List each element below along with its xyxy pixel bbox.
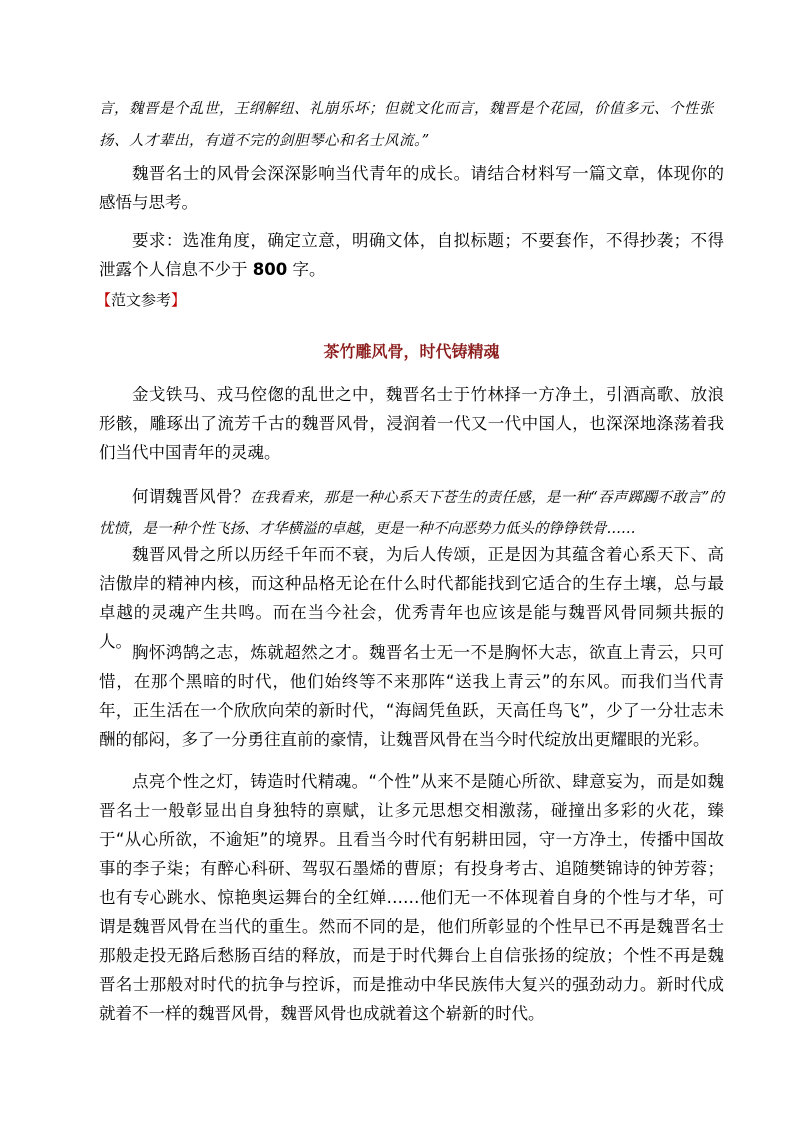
tag-bracket-open: 【	[96, 291, 112, 309]
writing-requirements	[99, 226, 724, 284]
tag-label: 范文参考	[111, 291, 172, 309]
essay-paragraph-3: 魏晋风骨之所以历经千年而不衰，为后人传颂，正是因为其蕴含着心系天下、高洁傲岸的精神内核，而这种品格无论在什么时代都能找到它适合的生存土壤，总与最卓越的灵魂产生共鸣。而在当今社会，优秀青年也应该是能与魏晋风骨同频共振的人。	[99, 545, 724, 651]
requirements-suffix: 字。	[287, 260, 326, 279]
essay-paragraph-4: 胸怀鸿鹄之志，炼就超然之才。魏晋名士无一不是胸怀大志，欲直上青云，只可惜，在那个黑暗的时代，他们始终等不来那阵“送我上青云”的东风。而我们当代青年，正生活在一个欣欣向荣的新时代，“海阔凭鱼跃，天高任鸟飞”，少了一分壮志未酬的郁闷，多了一分勇往直前的豪情，让魏晋风骨在当今时代绽放出更耀眼的光彩。	[99, 643, 724, 749]
paragraph-2-body: 在我看来，那是一种心系天下苍生的责任感，是一种“吞声踯躅不敢言”的忧愤，是一种个性飞扬、才华横溢的卓越，更是一种不向恶势力低头的铮铮铁骨……	[99, 490, 724, 537]
word-count: 800	[252, 260, 288, 279]
essay-paragraph-5: 点亮个性之灯，铸造时代精魂。“个性”从来不是随心所欲、肆意妄为，而是如魏晋名士一般彰显出自身独特的禀赋，让多元思想交相激荡，碰撞出多彩的火花，臻于“从心所欲，不逾矩”的境界。且看当今时代有躬耕田园，守一方净土，传播中国故事的李子柒；有醉心科研、驾驭石墨烯的曹原；有投身考古、追随樊锦诗的钟芳蓉；也有专心跳水、惊艳奥运舞台的全红婵……他们无一不体现着自身的个性与才华，可谓是魏晋风骨在当代的重生。然而不同的是，他们所彰显的个性早已不再是魏晋名士那般走投无路后愁肠百结的释放，而是于时代舞台上自信张扬的绽放；个性不再是魏晋名士那般对时代的抗争与控诉，而是推动中华民族伟大复兴的强劲动力。新时代成就着不一样的魏晋风骨，魏晋风骨也成就着这个崭新的时代。	[99, 772, 724, 1023]
paragraph-2-lead: 何谓魏晋风骨？	[132, 487, 250, 506]
tag-bracket-close: 】	[171, 291, 187, 309]
essay-paragraph-2	[99, 482, 724, 544]
material-quote-line-1: 言，魏晋是个乱世，王纲解纽、礼崩乐坏；但就文化而言，魏晋是个花园，价值多元、个性张	[99, 101, 714, 117]
essay-paragraph-1: 金戈铁马、戎马倥偬的乱世之中，魏晋名士于竹林择一方净土，引酒高歌、放浪形骸，雕琢出了流芳千古的魏晋风骨，浸润着一代又一代中国人，也深深地涤荡着我们当代中国青年的灵魂。	[99, 385, 724, 462]
essay-title: 茶竹雕风骨，时代铸精魂	[323, 342, 500, 361]
material-quote-line-2: 扬、人才辈出，有道不完的剑胆琴心和名士风流。”	[99, 133, 430, 149]
writing-task: 魏晋名士的风骨会深深影响当代青年的成长。请结合材料写一篇文章，体现你的感悟与思考。	[99, 164, 724, 212]
requirements-text: 要求：选准角度，确定立意，明确文体，自拟标题；不要套作，不得抄袭；不得泄露个人信息不少于	[99, 231, 724, 279]
reference-essay-tag	[96, 288, 186, 312]
